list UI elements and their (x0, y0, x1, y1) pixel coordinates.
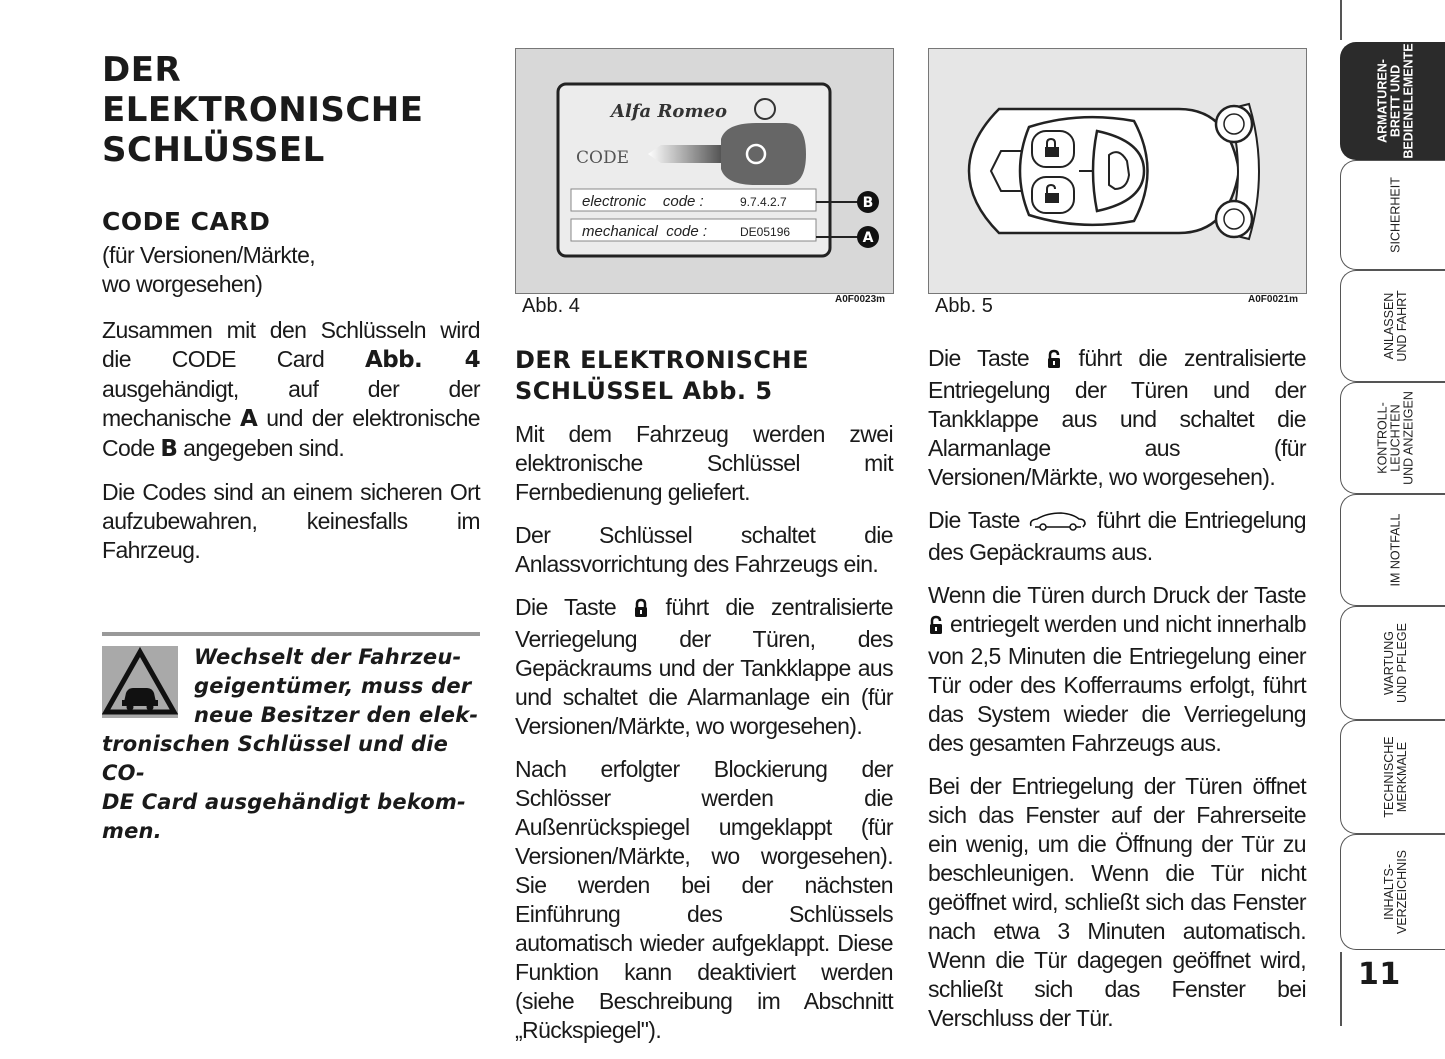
code-word: CODE (576, 148, 629, 168)
figure-caption: Abb. 4 (522, 295, 580, 317)
paragraph: Wenn die Türen durch Druck der Taste entriegelt werden und nicht innerhalb von 2,5 Minuten die Entriegelung einer Tür oder des Kofferraums erfolgt, führt das System wieder die Verriegelung des gesamten Fahrzeugs aus. (928, 582, 1306, 756)
paragraph: Mit dem Fahrzeug werden zwei elektronische Schlüssel mit Fernbedienung geliefert. (515, 421, 893, 505)
svg-text:DE05196: DE05196 (740, 225, 791, 239)
tab-kontrollleuchten[interactable]: KONTROLL- LEUCHTEN UND ANZEIGEN (1340, 382, 1445, 494)
paragraph: Die Taste führt die zentralisierte Entriegelung der Türen und der Tankklappe aus und schaltet die Alarmanlage aus (für Versionen/Märkte, wo worgesehen). (928, 345, 1306, 490)
warning-text: Wechselt der Fahrzeu- geigentümer, muss der neue Besitzer den elek- tronischen Schlüssel und die CO- DE Card ausgehändigt bekom- men. (102, 645, 479, 843)
svg-text:electronic code :: electronic code : (582, 193, 704, 210)
tab-inhaltsverzeichnis[interactable]: INHALTS- VERZEICHNIS (1340, 834, 1445, 950)
warning-divider (102, 632, 480, 636)
code-card-heading: CODE CARD (102, 207, 271, 236)
paragraph: Der Schlüssel schaltet die Anlassvorrichtung des Fahrzeugs ein. (515, 522, 893, 577)
key-functions (928, 344, 1306, 1047)
unlock-icon (1046, 347, 1062, 376)
tab-sicherheit[interactable]: SICHERHEIT (1340, 160, 1445, 270)
figure-code-card (515, 48, 894, 294)
brand-logo-text: Alfa Romeo (611, 101, 727, 122)
svg-text:mechanical code :: mechanical code : (582, 223, 708, 240)
unlock-icon (928, 613, 944, 642)
trunk-car-icon (1027, 509, 1089, 538)
svg-text:B: B (862, 195, 874, 211)
figure-ref: A0F0023m (835, 294, 886, 305)
section-heading: DER ELEKTRONISCHE SCHLÜSSEL Abb. 5 (515, 346, 809, 405)
paragraph: Zusammen mit den Schlüsseln wird die CODE Card Abb. 4 ausgehändigt, auf der der mechanische A und der elektronische Code B angegeben sind. (102, 317, 480, 462)
svg-text:A: A (862, 230, 874, 246)
tab-wartung[interactable]: WARTUNG UND PFLEGE (1340, 606, 1445, 720)
figure-caption: Abb. 5 (935, 295, 993, 317)
lock-icon (633, 596, 649, 625)
tab-anlassen[interactable]: ANLASSEN UND FAHRT (1340, 270, 1445, 382)
paragraph: Die Taste führt die zentralisierte Verriegelung der Türen, des Gepäckraums und der Tankklappe aus und schaltet die Alarmanlage ein (für Versionen/Märkte, wo worgesehen). (515, 594, 893, 739)
paragraph: Die Codes sind an einem sicheren Ort aufzubewahren, keinesfalls im Fahrzeug. (102, 479, 480, 563)
sidebar-rule (1340, 952, 1342, 1026)
code-card-body (102, 316, 480, 579)
key-fob-icon (721, 123, 806, 185)
svg-text:9.7.4.2.7: 9.7.4.2.7 (740, 195, 787, 209)
key-description (515, 420, 893, 1059)
figure-key-fob (928, 48, 1307, 294)
paragraph: Nach erfolgter Blockierung der Schlösser werden die Außenrückspiegel umgeklappt (für Versionen/Märkte, wo worgesehen). Sie werden bei der nächsten Einführung des Schlüssels automatisch wieder aufgeklappt. Diese Funktion kann deaktiviert werden (siehe Beschreibung im Abschnitt „Rückspiegel"). (515, 756, 893, 1043)
paragraph: Bei der Entriegelung der Türen öffnet sich das Fenster auf der Fahrerseite ein wenig, um die Öffnung der Tür zu beschleunigen. Wenn die Tür nicht geöffnet wird, schließt sich das Fenster nach etwa 3 Minuten automatisch. Wenn die Tür dagegen geöffnet wird, schließt sich das Fenster bei Verschluss der Tür. (928, 773, 1306, 1031)
page-number: 11 (1358, 957, 1401, 992)
page-title: DER ELEKTRONISCHE SCHLÜSSEL (102, 50, 424, 170)
figure-ref: A0F0021m (1248, 294, 1299, 305)
tab-im-notfall[interactable]: IM NOTFALL (1340, 494, 1445, 606)
tab-technische-merkmale[interactable]: TECHNISCHE MERKMALE (1340, 720, 1445, 834)
code-card-subtitle: (für Versionen/Märkte, wo worgesehen) (102, 242, 316, 297)
sidebar-rule (1340, 0, 1342, 40)
paragraph: Die Taste führt die Entriegelung des Gepäckraums aus. (928, 507, 1306, 565)
tab-armaturenbrett[interactable]: ARMATUREN- BRETT UND BEDIENELEMENTE (1340, 42, 1445, 160)
